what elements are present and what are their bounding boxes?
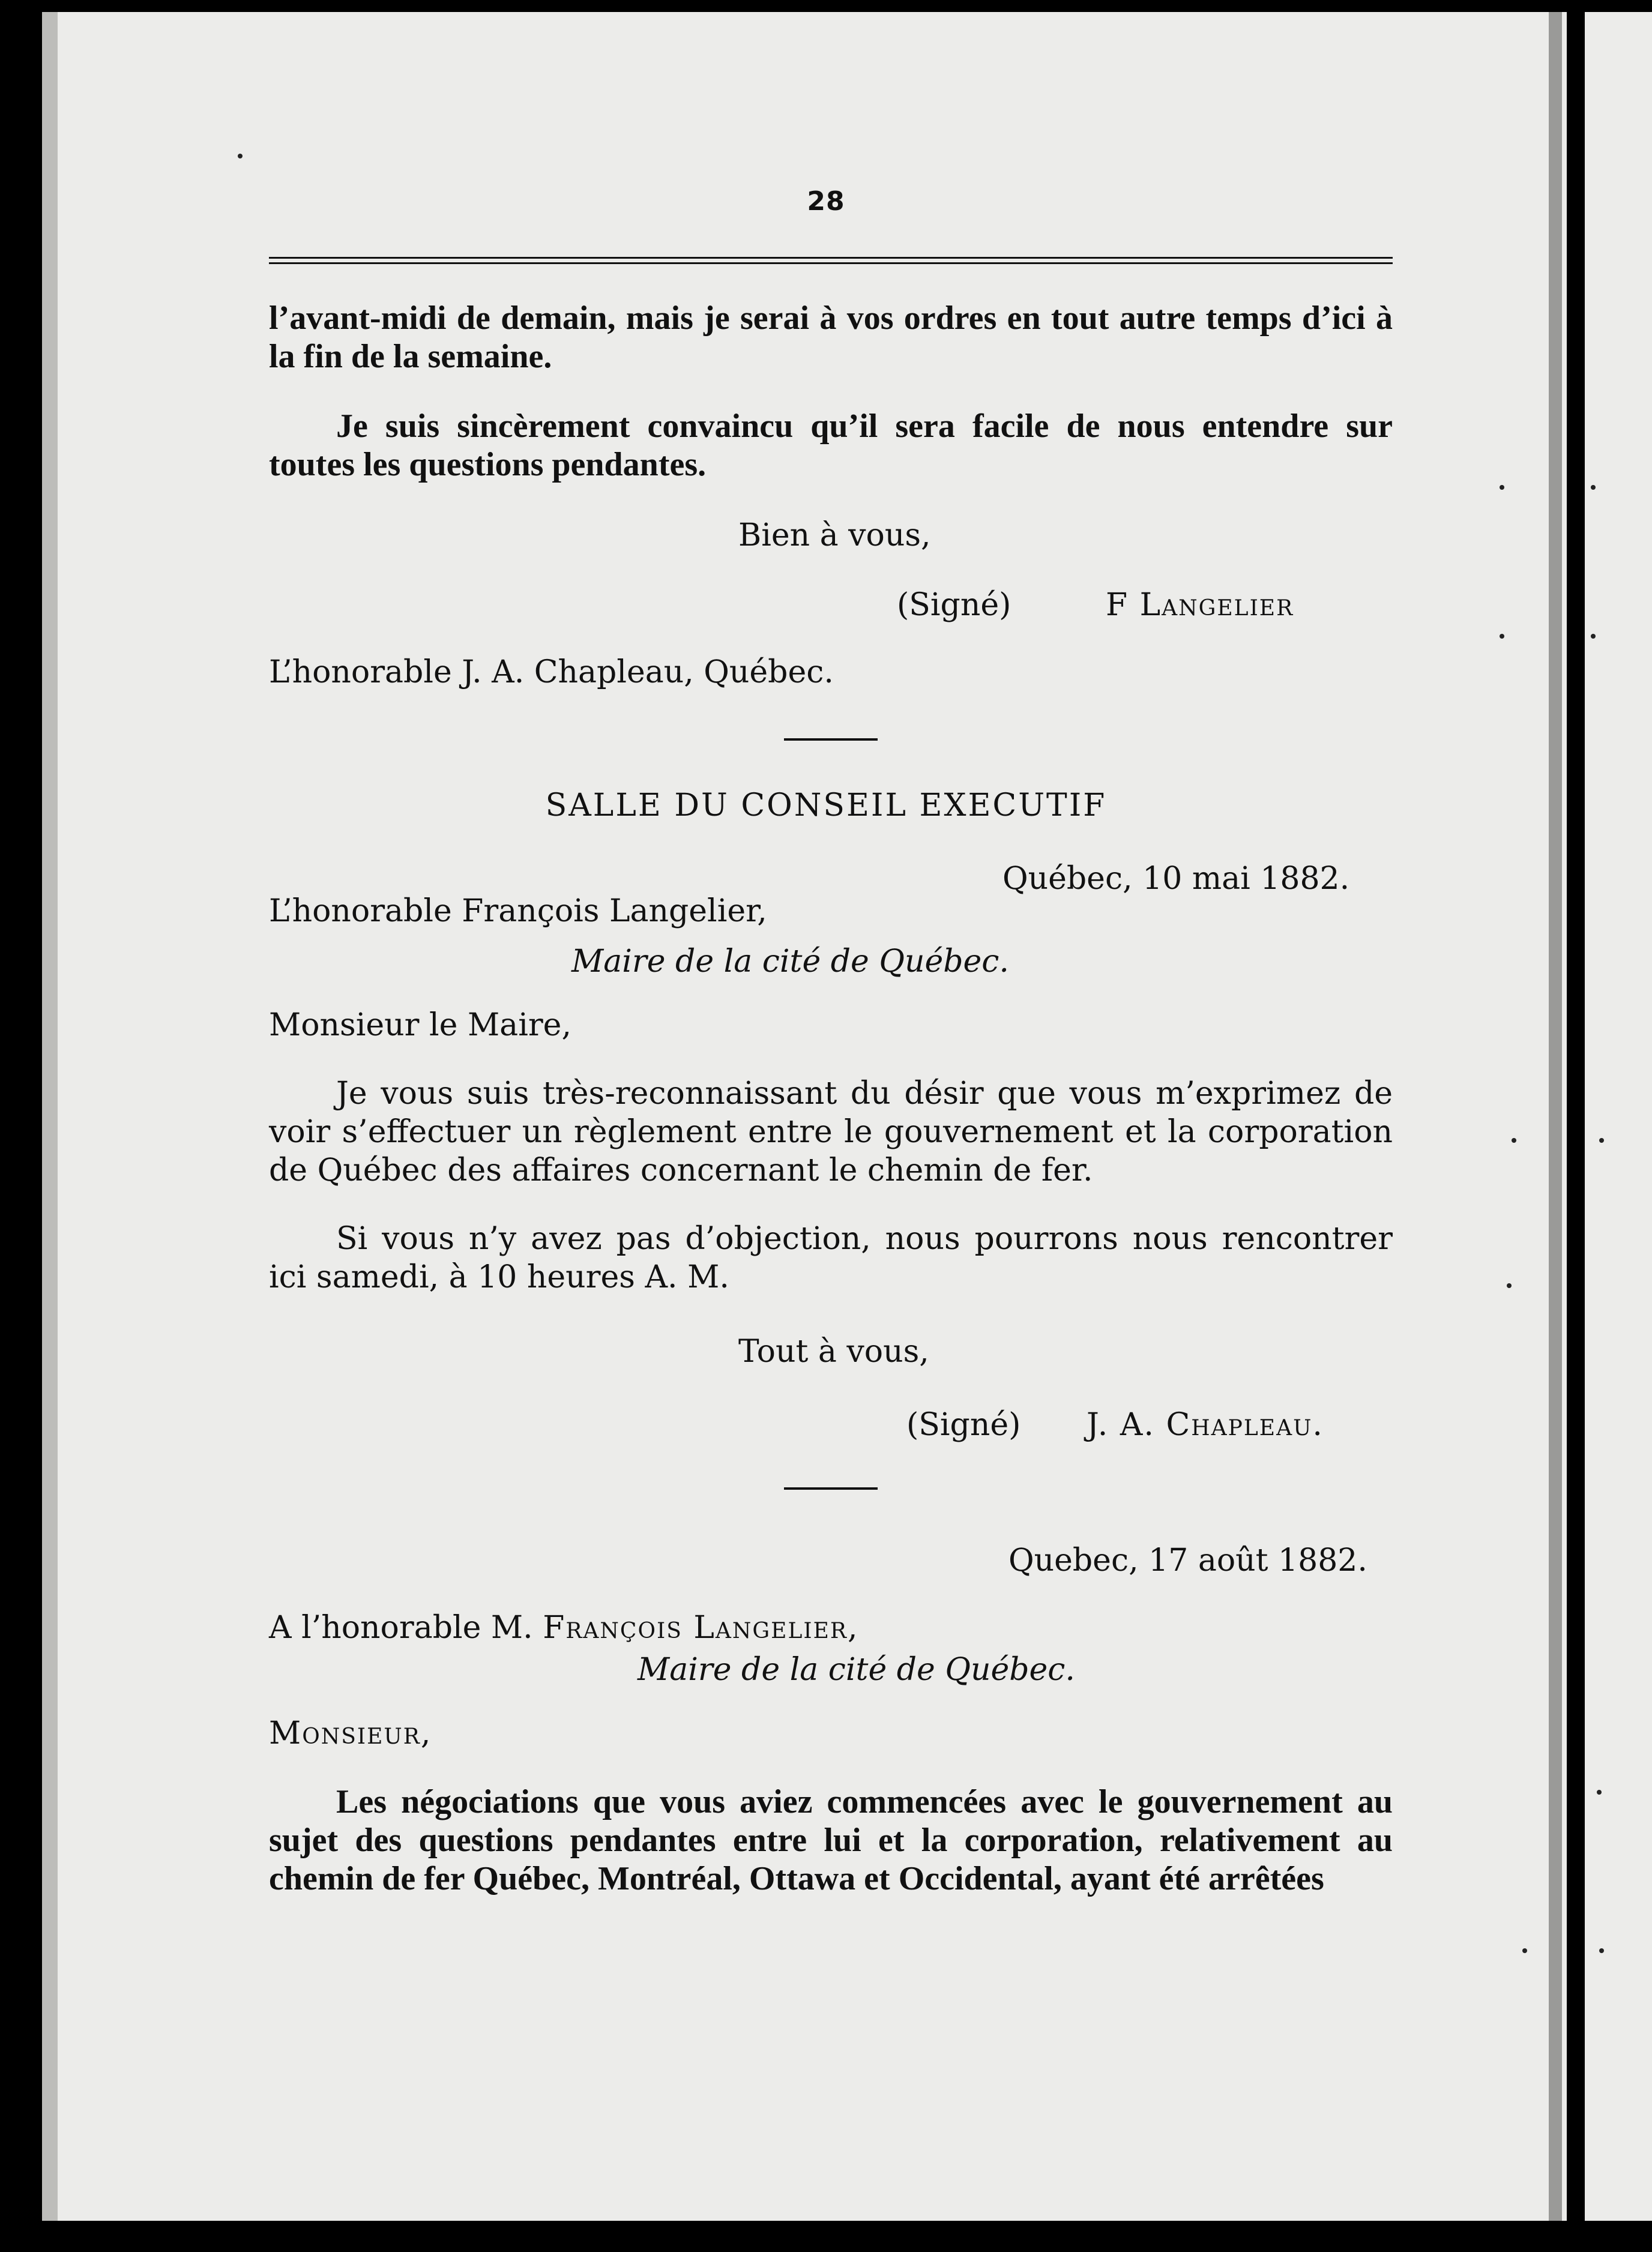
page-number: 28 [807, 186, 845, 217]
letter3-place-date: Quebec, 17 août 1882. [1008, 1543, 1367, 1579]
scan-speck [1507, 1283, 1512, 1288]
letter2-signed-label: (Signé) [906, 1407, 1021, 1443]
section-separator [784, 738, 878, 741]
letter2-greeting: Monsieur le Maire, [269, 1007, 571, 1043]
section-separator [784, 1487, 878, 1490]
letter1-addressee: L’honorable J. A. Chapleau, Québec. [269, 654, 834, 690]
letter3-greeting: Monsieur, [269, 1715, 432, 1751]
scan-speck [1599, 1138, 1604, 1143]
scan-speck [1599, 1948, 1604, 1953]
letter2-place-date: Québec, 10 mai 1882. [1002, 861, 1350, 897]
letter3-recipient-prefix: A l’honorable M. [269, 1610, 533, 1646]
letter3-recipient [269, 1609, 859, 1647]
letter3-recipient-title: Maire de la cité de Québec. [638, 1652, 1075, 1688]
letter2-salutation: Tout à vous, [738, 1334, 929, 1370]
scan-speck [1500, 634, 1504, 639]
letter3-paragraph1: Les négociations que vous aviez commencées avec le gouvernement au sujet des questions pendantes entre lui et la corporation, relativement au chemin de fer Québec, Montréal, Ottawa et Occidental, ayant été arrêtées [269, 1783, 1393, 1897]
letter2-paragraph1: Je vous suis très-reconnaissant du désir que vous m’exprimez de voir s’effectuer un règlement entre le gouvernement et la corporation de Québec des affaires concernant le chemin de fer. [269, 1076, 1393, 1188]
scan-speck [1597, 1790, 1602, 1795]
letter3-recipient-name: François Langelier, [543, 1610, 859, 1646]
scan-speck [238, 154, 243, 158]
letter2-recipient-title: Maire de la cité de Québec. [571, 944, 1009, 980]
letter1-continuation: l’avant-midi de demain, mais je serai à vos ordres en tout autre temps d’ici à la fin de la semaine. [269, 300, 1393, 375]
letter1-salutation: Bien à vous, [738, 517, 931, 553]
scan-speck [1591, 485, 1596, 490]
letter2-heading: SALLE DU CONSEIL EXECUTIF [545, 787, 1107, 823]
page-edge-shadow [1549, 12, 1562, 2221]
scan-speck [1500, 485, 1504, 490]
letter1-signed-label: (Signé) [897, 587, 1011, 623]
letter2-recipient: L’honorable François Langelier, [269, 893, 767, 929]
letter2-paragraph2: Si vous n’y avez pas d’objection, nous pourrons nous rencontrer ici samedi, à 10 heures A. M. [269, 1221, 1393, 1295]
letter1-signature: F Langelier [1106, 587, 1294, 623]
page-gutter [1579, 12, 1585, 2221]
letter2-signature: J. A. Chapleau. [1087, 1407, 1324, 1443]
scan-speck [1512, 1138, 1516, 1143]
scan-speck [1522, 1948, 1527, 1953]
header-rule [269, 257, 1393, 264]
letter1-paragraph: Je suis sincèrement convaincu qu’il sera facile de nous entendre sur toutes les questions pendantes. [269, 408, 1393, 483]
scan-speck [1591, 634, 1596, 639]
adjacent-page-edge [1585, 12, 1652, 2221]
